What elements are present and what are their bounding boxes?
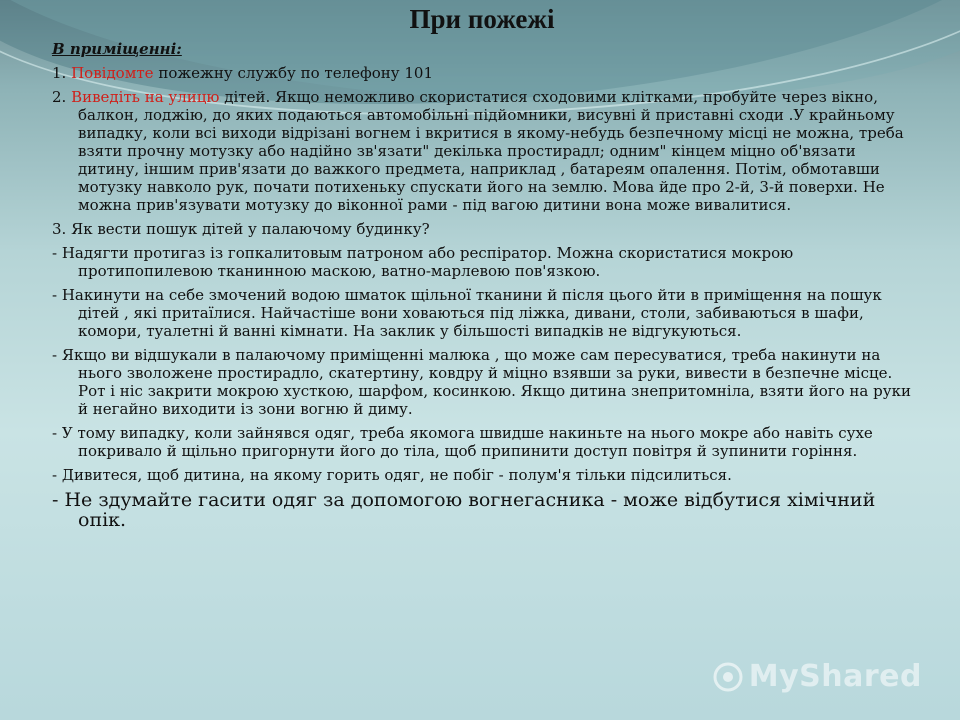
bullet-item: - Дивитеся, щоб дитина, на якому горить одяг, не побіг - полум'я тільки підсилиться. (52, 466, 732, 484)
item-1 (52, 64, 912, 82)
item-2-text: дітей. Якщо неможливо скористатися сходовими клітками, пробуйте через вікно, балкон, лоджію, до яких подаються автомобільні підйомники, висувні й приставні сходи .У крайньому випадку, коли всі виходи відрізані вогнем і вкритися в якому-небудь безпечному місці не можна, треба взяти прочну мотузку або надійно зв'язати" декілька простирадл; одним" кінцем міцно об'вязати дитину, іншим прив'язати до важкого предмета, наприклад , батареям опалення. Потім, обмотавши мотузку навколо рук, почати потихеньку спускати його на землю. Мова йде про 2-й, 3-й поверхи. Не можна прив'язувати мотузку до віконної рами - під вагою дитини вона може вивалитися. (78, 88, 904, 214)
slide-title: При пожежі (409, 4, 555, 34)
bullet-item: - У тому випадку, коли зайнявся одяг, треба якомога швидше накиньте на нього мокре або навіть сухе покривало й щільно пригорнути його до тіла, щоб припинити доступ повітря й зупинити горіння. (52, 424, 873, 460)
item-2-number: 2. (52, 88, 67, 106)
watermark-text: MyShared (748, 659, 922, 694)
section-label: В приміщенні: (52, 40, 182, 58)
item-3: 3. Як вести пошук дітей у палаючому будинку? (52, 220, 430, 238)
watermark (713, 659, 922, 694)
bullet-item: - Якщо ви відшукали в палаючому приміщенні малюка , що може сам пересуватися, треба накинути на нього зволожене простирадло, скатертину, ковдру й міцно взявши за руки, вивести в безпечне місце. Рот і ніс закрити мокрою хусткою, шарфом, косинкою. Якщо дитина знепритомніла, взяти його на руки й негайно виходити із зони вогню й диму. (52, 346, 911, 418)
final-note: - Не здумайте гасити одяг за допомогою вогнегасника - може відбутися хімічний опік. (52, 489, 876, 531)
item-2 (52, 88, 912, 214)
myshared-logo-icon (713, 662, 743, 692)
bullet-item: - Накинути на себе змочений водою шматок щільної тканини й після цього йти в приміщення на пошук дітей , які притаїлися. Найчастіше вони ховаються під ліжка, дивани, столи, забиваються в шафи, комори, туалетні й ванні кімнати. На заклик у більшості випадків не відгукуються. (52, 286, 882, 340)
bullet-item: - Надягти протигаз із гопкалитовым патроном або респіратор. Можна скористатися мокрою протипопилевою тканинною маскою, ватно-марлевою пов'язкою. (52, 244, 794, 280)
item-1-highlight: Повідомте (71, 64, 154, 82)
item-2-highlight: Виведіть на улицю (71, 88, 220, 106)
item-1-number: 1. (52, 64, 67, 82)
item-1-text: пожежну службу по телефону 101 (158, 64, 433, 82)
slide-content (52, 4, 912, 536)
